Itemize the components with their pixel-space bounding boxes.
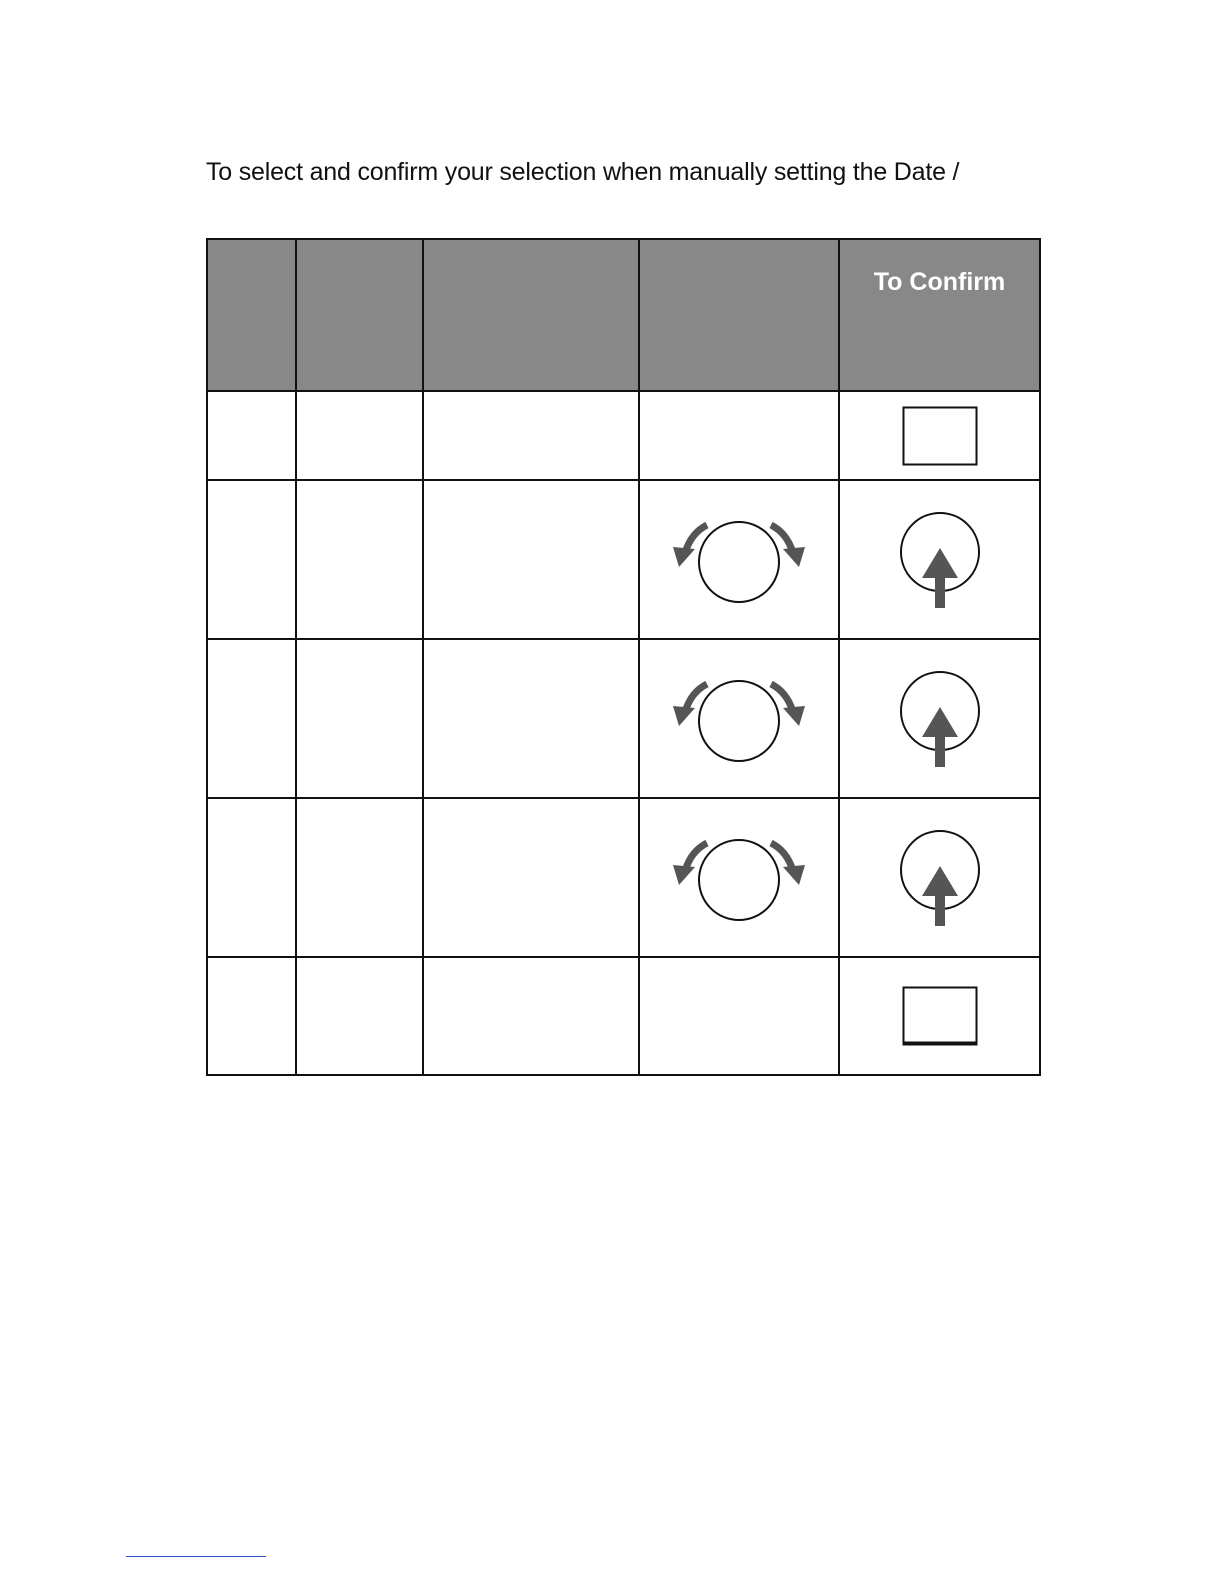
table-row — [207, 480, 1040, 639]
table-row — [207, 957, 1040, 1075]
table-cell — [639, 391, 839, 480]
table-cell — [639, 957, 839, 1075]
table-cell — [639, 480, 839, 639]
table-cell — [207, 639, 296, 798]
table-row — [207, 391, 1040, 480]
table-cell — [839, 798, 1040, 957]
header-col-4 — [639, 239, 839, 391]
table-cell — [839, 391, 1040, 480]
table-cell — [423, 957, 639, 1075]
table-cell — [639, 639, 839, 798]
table-cell — [839, 480, 1040, 639]
table-cell — [207, 480, 296, 639]
table-cell — [296, 391, 423, 480]
rectangular-button-icon — [902, 986, 978, 1046]
header-col-1 — [207, 239, 296, 391]
header-to-confirm: To Confirm — [839, 239, 1040, 391]
table-cell — [423, 480, 639, 639]
table-row — [207, 798, 1040, 957]
table-cell — [296, 639, 423, 798]
table-cell — [839, 957, 1040, 1075]
table-cell — [207, 798, 296, 957]
rectangular-button-icon — [902, 406, 978, 466]
date-setting-table — [206, 238, 1041, 1076]
press-knob-icon — [898, 669, 982, 769]
table-row — [207, 639, 1040, 798]
header-col-3 — [423, 239, 639, 391]
table-cell — [423, 798, 639, 957]
table-cell — [296, 480, 423, 639]
table-cell — [207, 391, 296, 480]
intro-text: To select and confirm your selection when manually setting the Date / — [206, 158, 960, 186]
rotary-dial-icon — [669, 674, 809, 764]
header-col-2 — [296, 239, 423, 391]
table-cell — [296, 957, 423, 1075]
table-cell — [839, 639, 1040, 798]
table-cell — [423, 391, 639, 480]
table-cell — [423, 639, 639, 798]
footer-rule — [126, 1556, 266, 1557]
table-cell — [639, 798, 839, 957]
rotary-dial-icon — [669, 833, 809, 923]
rotary-dial-icon — [669, 515, 809, 605]
table-cell — [296, 798, 423, 957]
press-knob-icon — [898, 828, 982, 928]
table-cell — [207, 957, 296, 1075]
table-header-row — [207, 239, 1040, 391]
press-knob-icon — [898, 510, 982, 610]
